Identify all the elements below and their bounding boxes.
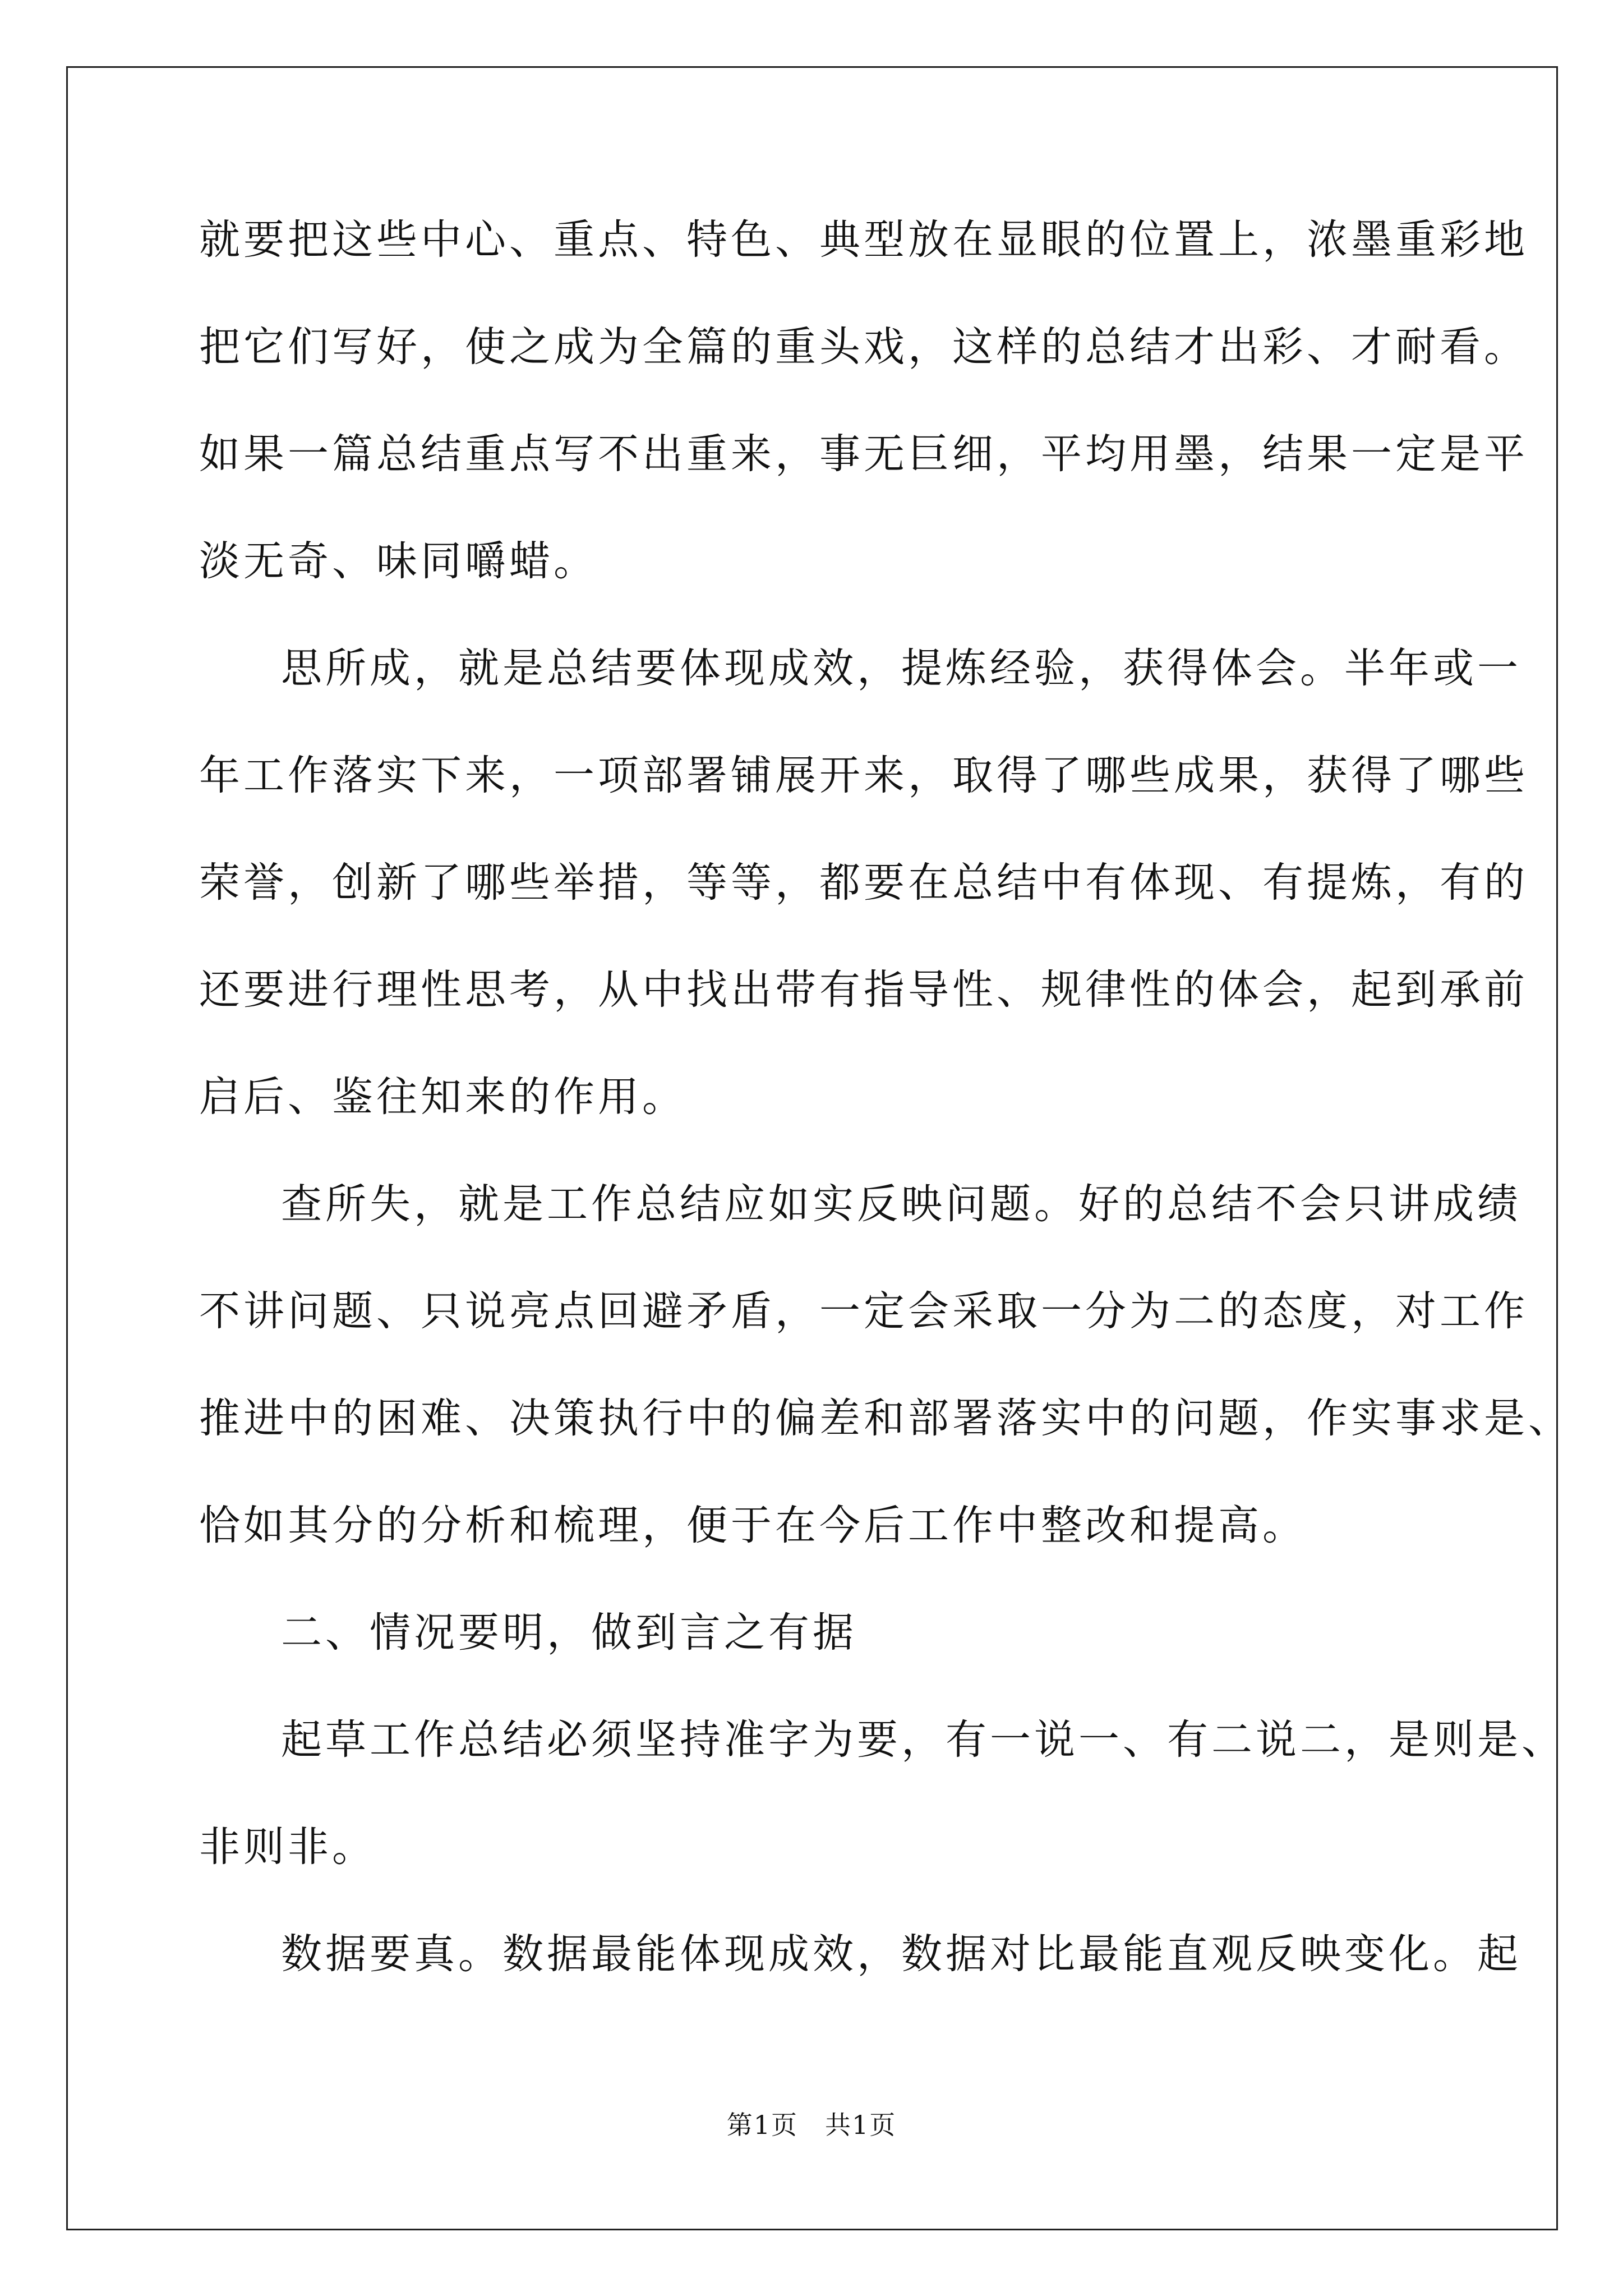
line-text: 起草工作总结必须坚持准字为要，有一说一、有二说二，是则是、 [281,1716,1566,1764]
text-line [199,320,1528,427]
text-line [199,1713,1566,1820]
line-text: 如果一篇总结重点写不出重来，事无巨细，平均用墨，结果一定是平 [199,430,1528,478]
text-line [199,1392,1573,1499]
text-line [199,1820,1433,1927]
text-line [199,427,1528,535]
text-line [199,1177,1521,1285]
section-heading [199,1606,1433,1713]
line-text: 荣誉，创新了哪些举措，等等，都要在总结中有体现、有提炼，有的 [199,859,1528,907]
line-text: 就要把这些中心、重点、特色、典型放在显眼的位置上，浓墨重彩地 [199,216,1528,264]
line-text: 把它们写好，使之成为全篇的重头戏，这样的总结才出彩、才耐看。 [199,323,1528,371]
text-line [199,749,1528,856]
text-line [199,856,1528,963]
text-line [199,1499,1433,1606]
text-line [199,1285,1528,1392]
line-text: 恰如其分的分析和梳理，便于在今后工作中整改和提高。 [199,1502,1307,1549]
line-text: 数据要真。数据最能体现成效，数据对比最能直观反映变化。起 [281,1930,1521,1978]
page-number: 第1页 [726,2110,798,2140]
page-total: 共1页 [825,2110,897,2140]
text-line [199,1927,1521,2035]
text-line [199,1070,1433,1177]
line-text: 查所失，就是工作总结应如实反映问题。好的总结不会只讲成绩 [281,1180,1521,1228]
document-body [199,213,1573,2035]
text-line [199,642,1521,749]
line-text: 年工作落实下来，一项部署铺展开来，取得了哪些成果，获得了哪些 [199,752,1528,799]
line-text: 思所成，就是总结要体现成效，提炼经验，获得体会。半年或一 [281,645,1521,692]
line-text: 不讲问题、只说亮点回避矛盾，一定会采取一分为二的态度，对工作 [199,1287,1528,1335]
line-text: 非则非。 [199,1823,376,1871]
line-text: 推进中的困难、决策执行中的偏差和部署落实中的问题，作实事求是、 [199,1395,1573,1442]
text-line [199,213,1528,320]
text-line [199,963,1528,1070]
text-line [199,535,1433,642]
line-text: 启后、鉴往知来的作用。 [199,1073,686,1121]
line-text: 还要进行理性思考，从中找出带有指导性、规律性的体会，起到承前 [199,966,1528,1014]
page-footer [0,2105,1623,2142]
line-text: 淡无奇、味同嚼蜡。 [199,537,598,585]
line-text: 二、情况要明，做到言之有据 [281,1609,857,1657]
